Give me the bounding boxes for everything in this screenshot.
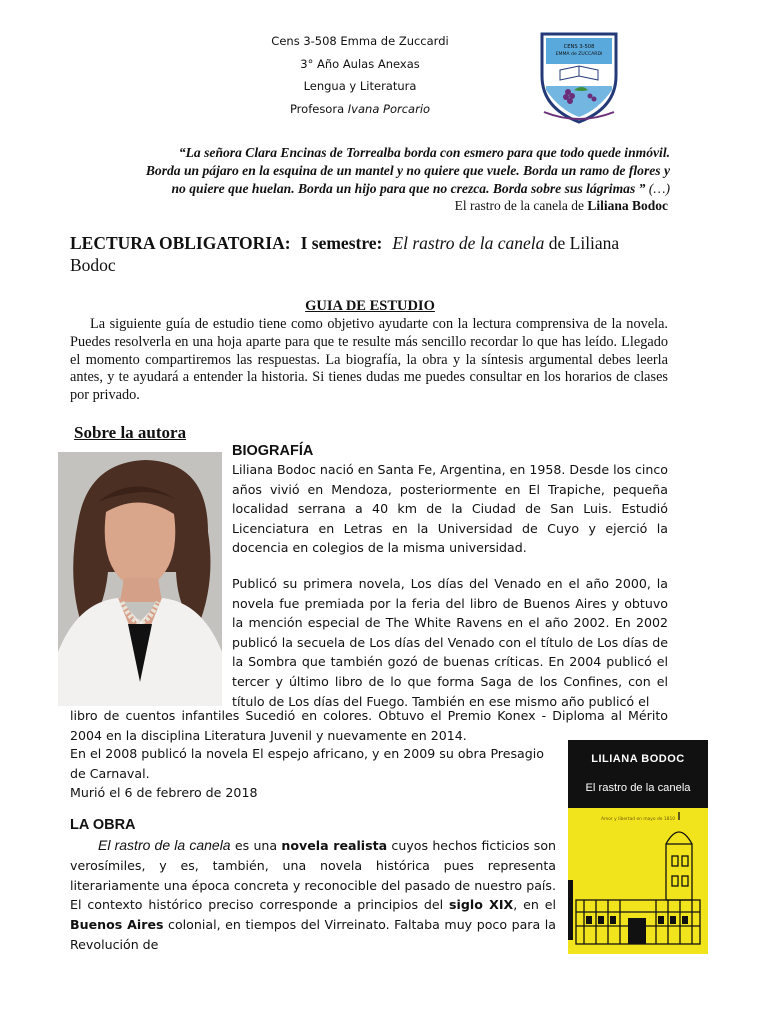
course-year: 3° Año Aulas Anexas — [300, 56, 420, 71]
school-crest-logo — [538, 26, 620, 126]
reading-label: LECTURA OBLIGATORIA: — [70, 233, 291, 253]
school-name: Cens 3-508 Emma de Zuccardi — [271, 34, 449, 48]
book-cover-subtitle: Amor y libertad en mayo de 1810 — [600, 817, 676, 822]
teacher-line: Profesora Ivana Porcario — [289, 101, 431, 116]
biography-paragraph: Murió el 6 de febrero de 2018 — [70, 785, 258, 800]
quote-source: El rastro de la canela de Liliana Bodoc — [454, 198, 668, 213]
school-header — [230, 30, 490, 120]
svg-text:EMMA de ZUCCARDI: EMMA de ZUCCARDI — [555, 52, 603, 57]
about-author-heading: Sobre la autora — [74, 423, 187, 442]
author-photo — [58, 452, 222, 706]
biography-paragraph: Liliana Bodoc nació en Santa Fe, Argentina, en 1958. Desde los cinco años vivió en Mendoza, posteriormente en El Trapiche, pequeña localidad serrana a 40 km de la Ciudad de San Luis. Estudió Licenciatura en Letras en la Universidad de Cuyo y ejerció la docencia en colegios de la misma universidad. — [232, 462, 668, 556]
quote-line: “La señora Clara Encinas de Torrealba borda con esmero para que todo quede inmóvil. — [178, 145, 670, 160]
the-work-heading: LA OBRA — [70, 817, 136, 833]
svg-text:CENS 3-508: CENS 3-508 — [563, 44, 595, 50]
book-cover-image — [568, 740, 708, 954]
epigraph-quote — [70, 144, 670, 198]
study-guide-title: GUIA DE ESTUDIO — [305, 298, 435, 314]
work-title: El rastro de la canela — [98, 837, 231, 853]
quote-line: Borda un pájaro en la esquina de un mantel y no quiere que vuele. Borda un ramo de flores y — [145, 163, 670, 178]
quote-author: Liliana Bodoc — [587, 198, 668, 213]
book-cover-author: LILIANA BODOC — [568, 740, 708, 774]
book-title: El rastro de la canela — [392, 233, 545, 253]
biography-paragraph: libro de cuentos infantiles Sucedió en colores. Obtuvo el Premio Konex - Diploma al Mérito 2004 en la disciplina Literatura Juvenil y nuevamente en 2014. — [70, 708, 668, 743]
required-reading-heading: LECTURA OBLIGATORIA: I semestre: El rastro de la canela de Liliana Bodoc — [70, 233, 620, 275]
book-cover-title: El rastro de la canela — [568, 774, 708, 808]
teacher-name: Ivana Porcario — [347, 101, 431, 116]
study-guide-intro: La siguiente guía de estudio tiene como objetivo ayudarte con la lectura comprensiva de la novela. Puedes resolverla en una hoja aparte para que te resulte más sencillo recordar lo que has leído. Llegado el momento compartiremos las respuestas. La biografía, la obra y la síntesis argumental debes leerla antes, y te ayudará a entender la historia. Si tienes dudas me puedes consultar en los horarios de clases por privado. — [70, 316, 668, 404]
semester-label: I semestre: — [300, 233, 383, 253]
subject: Lengua y Literatura — [303, 79, 417, 93]
biography-paragraph: Publicó su primera novela, Los días del Venado en el año 2000, la novela fue premiada por la feria del libro de Buenos Aires y obtuvo la mención especial de The White Ravens en el año 2002. En 2002 publicó la secuela de Los días del Venado con el título de Los días de la Sombra que también gozó de buenas críticas. En 2004 publicó el tercer y último libro de lo que forma Saga de los Confines, con el título de Los días del Fuego. También en ese mismo año publicó el — [232, 576, 668, 709]
quote-line: no quiere que huelan. Borda un hijo para que no crezca. Borda sobre sus lágrimas ” (…) — [171, 181, 670, 196]
biography-paragraph: En el 2008 publicó la novela El espejo africano, y en 2009 su obra Presagio de Carnaval. — [70, 746, 544, 781]
biography-heading: BIOGRAFÍA — [232, 443, 314, 459]
the-work-paragraph: El rastro de la canela es una novela realista cuyos hechos ficticios son verosímiles, y es, también, una novela histórica pues representa literariamente una época concreta y reconocible del pasado de nuestro país. El contexto histórico preciso corresponde a principios del siglo XIX, en el Buenos Aires colonial, en tiempos del Virreinato. Faltaba muy poco para la Revolución de — [70, 837, 557, 952]
